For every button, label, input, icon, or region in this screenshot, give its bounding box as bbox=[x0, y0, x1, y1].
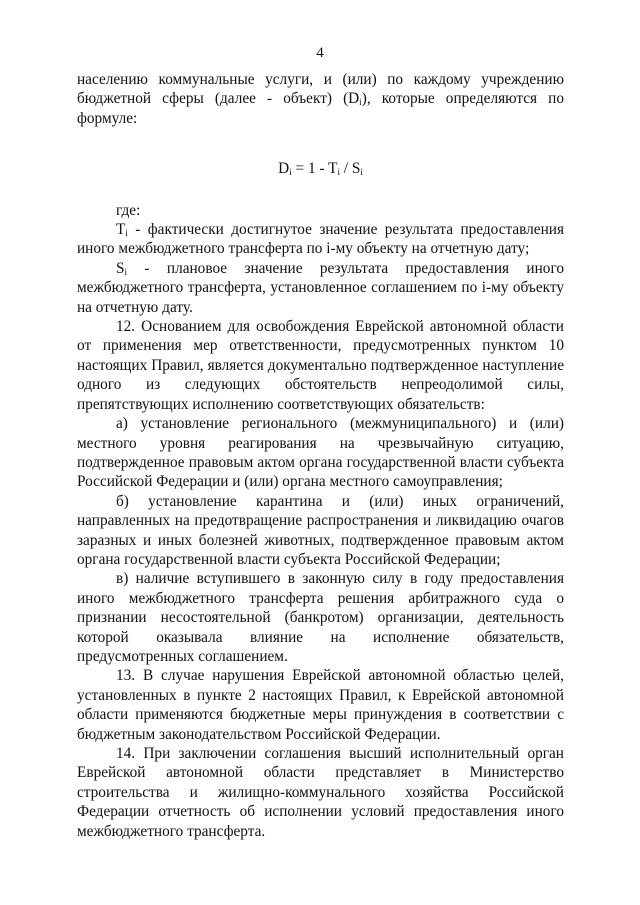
page-number: 4 bbox=[316, 45, 324, 61]
definition-t-symbol: T bbox=[116, 221, 126, 239]
intro-subscript: i bbox=[359, 97, 362, 108]
formula-sub-1: i bbox=[289, 167, 292, 178]
formula-mid: = 1 - T bbox=[291, 160, 338, 178]
paragraph-12-b: б) установление карантина и (или) иных ограничений, направленных на предотвращение распространения и ликвидацию очагов заразных и иных болезней животных, подтвержденное правовым актом органа государственной власти субъекта Российской Федерации; bbox=[77, 492, 564, 568]
intro-paragraph bbox=[77, 70, 564, 128]
formula-sub-2: i bbox=[337, 167, 340, 178]
definition-s bbox=[77, 259, 564, 317]
where-label: где: bbox=[116, 201, 141, 219]
formula-slash: / S bbox=[339, 160, 361, 178]
paragraph-14: 14. При заключении соглашения высший исполнительный орган Еврейской автономной области представляет в Министерство строительства и жилищно-коммунального хозяйства Российской Федерации отчетность об исполнении условий предоставления иного межбюджетного трансферта. bbox=[77, 745, 564, 840]
definition-t bbox=[77, 220, 564, 259]
formula-sub-3: i bbox=[360, 167, 363, 178]
paragraph-12-c: в) наличие вступившего в законную силу в году предоставления иного межбюджетного трансферта решения арбитражного суда о признании несостоятельной (банкротом) организации, деятельность которой оказывала влияние на исполнение обязательств, предусмотренных соглашением. bbox=[77, 570, 564, 665]
definition-t-sub: i bbox=[125, 228, 128, 239]
intro-text-end: ), которые определяются по формуле: bbox=[77, 90, 564, 127]
paragraph-12-a: а) установление регионального (межмуниципального) и (или) местного уровня реагирования на чрезвычайную ситуацию, подтвержденное правовым актом органа государственной власти субъекта Российской Федерации и (или) органа местного самоуправления; bbox=[77, 415, 564, 491]
definition-s-symbol: S bbox=[116, 259, 125, 277]
definition-s-sub: i bbox=[124, 266, 128, 277]
document-body bbox=[77, 70, 564, 841]
formula bbox=[77, 159, 564, 178]
paragraph-12: 12. Основанием для освобождения Еврейской автономной области от применения мер ответственности, предусмотренных пунктом 10 настоящих Правил, является документально подтвержденное наступление одного из следующих обстоятельств непреодолимой силы, препятствующих исполнению соответствующих обязательств: bbox=[77, 318, 564, 413]
intro-text: населению коммунальные услуги, и (или) по каждому учреждению бюджетной сферы (далее - объект) (D bbox=[77, 71, 564, 108]
paragraph-13: 13. В случае нарушения Еврейской автономной областью целей, установленных в пункте 2 настоящих Правил, к Еврейской автономной области применяются бюджетные меры принуждения в соответствии с бюджетным законодательством Российской Федерации. bbox=[77, 667, 564, 743]
definition-s-text: - плановое значение результата предоставления иного межбюджетного трансферта, установленное соглашением по i-му объекту на отчетную дату. bbox=[77, 259, 564, 316]
formula-d: D bbox=[278, 160, 290, 178]
definition-t-text: - фактически достигнутое значение результата предоставления иного межбюджетного трансферта по i-му объекту на отчетную дату; bbox=[77, 221, 564, 258]
